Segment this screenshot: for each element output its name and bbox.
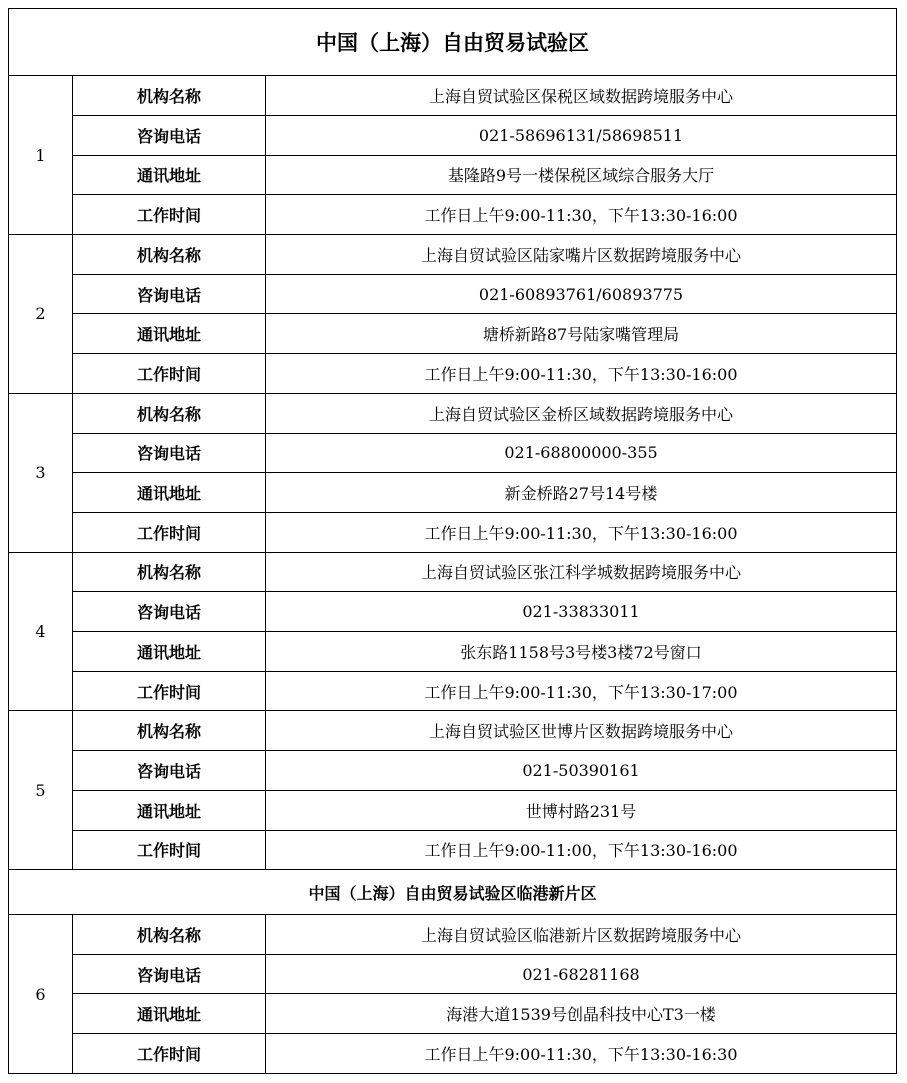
field-value-phone: 021-68281168 bbox=[266, 954, 897, 994]
field-value-name: 上海自贸试验区世博片区数据跨境服务中心 bbox=[266, 711, 897, 751]
field-label-phone: 咨询电话 bbox=[73, 954, 266, 994]
field-label-address: 通讯地址 bbox=[73, 790, 266, 830]
table-row bbox=[9, 711, 897, 751]
field-value-hours: 工作日上午9:00-11:00，下午13:30-16:00 bbox=[266, 830, 897, 870]
field-label-phone: 咨询电话 bbox=[73, 115, 266, 155]
table-row bbox=[9, 433, 897, 473]
field-value-hours: 工作日上午9:00-11:30，下午13:30-16:30 bbox=[266, 1034, 897, 1074]
table-row bbox=[9, 592, 897, 632]
field-value-name: 上海自贸试验区临港新片区数据跨境服务中心 bbox=[266, 915, 897, 955]
table-row bbox=[9, 76, 897, 116]
field-label-hours: 工作时间 bbox=[73, 512, 266, 552]
table-row bbox=[9, 751, 897, 791]
field-value-hours: 工作日上午9:00-11:30，下午13:30-16:00 bbox=[266, 512, 897, 552]
subtitle-row bbox=[9, 870, 897, 915]
table-row bbox=[9, 235, 897, 275]
field-value-hours: 工作日上午9:00-11:30，下午13:30-16:00 bbox=[266, 354, 897, 394]
field-label-phone: 咨询电话 bbox=[73, 751, 266, 791]
table-row bbox=[9, 1034, 897, 1074]
field-label-hours: 工作时间 bbox=[73, 354, 266, 394]
center-number: 6 bbox=[9, 915, 73, 1074]
table-row bbox=[9, 915, 897, 955]
field-value-phone: 021-68800000-355 bbox=[266, 433, 897, 473]
field-label-address: 通讯地址 bbox=[73, 473, 266, 513]
center-number: 4 bbox=[9, 552, 73, 711]
field-value-name: 上海自贸试验区张江科学城数据跨境服务中心 bbox=[266, 552, 897, 592]
field-value-hours: 工作日上午9:00-11:30，下午13:30-17:00 bbox=[266, 671, 897, 711]
field-label-address: 通讯地址 bbox=[73, 314, 266, 354]
table-row bbox=[9, 830, 897, 870]
center-number: 5 bbox=[9, 711, 73, 870]
table-title: 中国（上海）自由贸易试验区 bbox=[9, 9, 897, 76]
field-label-address: 通讯地址 bbox=[73, 155, 266, 195]
table-row bbox=[9, 790, 897, 830]
section-subtitle: 中国（上海）自由贸易试验区临港新片区 bbox=[9, 870, 897, 915]
service-center-table bbox=[8, 8, 897, 1074]
table-row bbox=[9, 393, 897, 433]
table-row bbox=[9, 155, 897, 195]
table-row bbox=[9, 473, 897, 513]
table-row bbox=[9, 314, 897, 354]
table-row bbox=[9, 632, 897, 672]
field-value-phone: 021-50390161 bbox=[266, 751, 897, 791]
table-row bbox=[9, 274, 897, 314]
field-label-name: 机构名称 bbox=[73, 235, 266, 275]
field-label-name: 机构名称 bbox=[73, 915, 266, 955]
table-row bbox=[9, 354, 897, 394]
field-label-name: 机构名称 bbox=[73, 393, 266, 433]
field-label-name: 机构名称 bbox=[73, 711, 266, 751]
field-value-phone: 021-58696131/58698511 bbox=[266, 115, 897, 155]
field-label-phone: 咨询电话 bbox=[73, 592, 266, 632]
table-row bbox=[9, 994, 897, 1034]
field-label-name: 机构名称 bbox=[73, 552, 266, 592]
field-label-address: 通讯地址 bbox=[73, 994, 266, 1034]
field-value-address: 新金桥路27号14号楼 bbox=[266, 473, 897, 513]
field-value-address: 基隆路9号一楼保税区域综合服务大厅 bbox=[266, 155, 897, 195]
center-number: 3 bbox=[9, 393, 73, 552]
table-row bbox=[9, 954, 897, 994]
field-value-address: 张东路1158号3号楼3楼72号窗口 bbox=[266, 632, 897, 672]
table-row bbox=[9, 671, 897, 711]
table-row bbox=[9, 195, 897, 235]
table-body bbox=[9, 9, 897, 1074]
field-label-phone: 咨询电话 bbox=[73, 433, 266, 473]
field-value-name: 上海自贸试验区陆家嘴片区数据跨境服务中心 bbox=[266, 235, 897, 275]
table-row bbox=[9, 552, 897, 592]
field-label-hours: 工作时间 bbox=[73, 671, 266, 711]
field-value-phone: 021-60893761/60893775 bbox=[266, 274, 897, 314]
field-value-address: 塘桥新路87号陆家嘴管理局 bbox=[266, 314, 897, 354]
table-row bbox=[9, 115, 897, 155]
field-label-name: 机构名称 bbox=[73, 76, 266, 116]
field-value-name: 上海自贸试验区金桥区域数据跨境服务中心 bbox=[266, 393, 897, 433]
field-label-phone: 咨询电话 bbox=[73, 274, 266, 314]
center-number: 2 bbox=[9, 235, 73, 394]
field-value-address: 海港大道1539号创晶科技中心T3一楼 bbox=[266, 994, 897, 1034]
field-value-name: 上海自贸试验区保税区域数据跨境服务中心 bbox=[266, 76, 897, 116]
field-value-hours: 工作日上午9:00-11:30，下午13:30-16:00 bbox=[266, 195, 897, 235]
field-value-phone: 021-33833011 bbox=[266, 592, 897, 632]
field-label-hours: 工作时间 bbox=[73, 1034, 266, 1074]
field-label-address: 通讯地址 bbox=[73, 632, 266, 672]
table-row bbox=[9, 512, 897, 552]
field-value-address: 世博村路231号 bbox=[266, 790, 897, 830]
field-label-hours: 工作时间 bbox=[73, 195, 266, 235]
field-label-hours: 工作时间 bbox=[73, 830, 266, 870]
title-row bbox=[9, 9, 897, 76]
center-number: 1 bbox=[9, 76, 73, 235]
service-center-table-container bbox=[8, 8, 896, 1074]
